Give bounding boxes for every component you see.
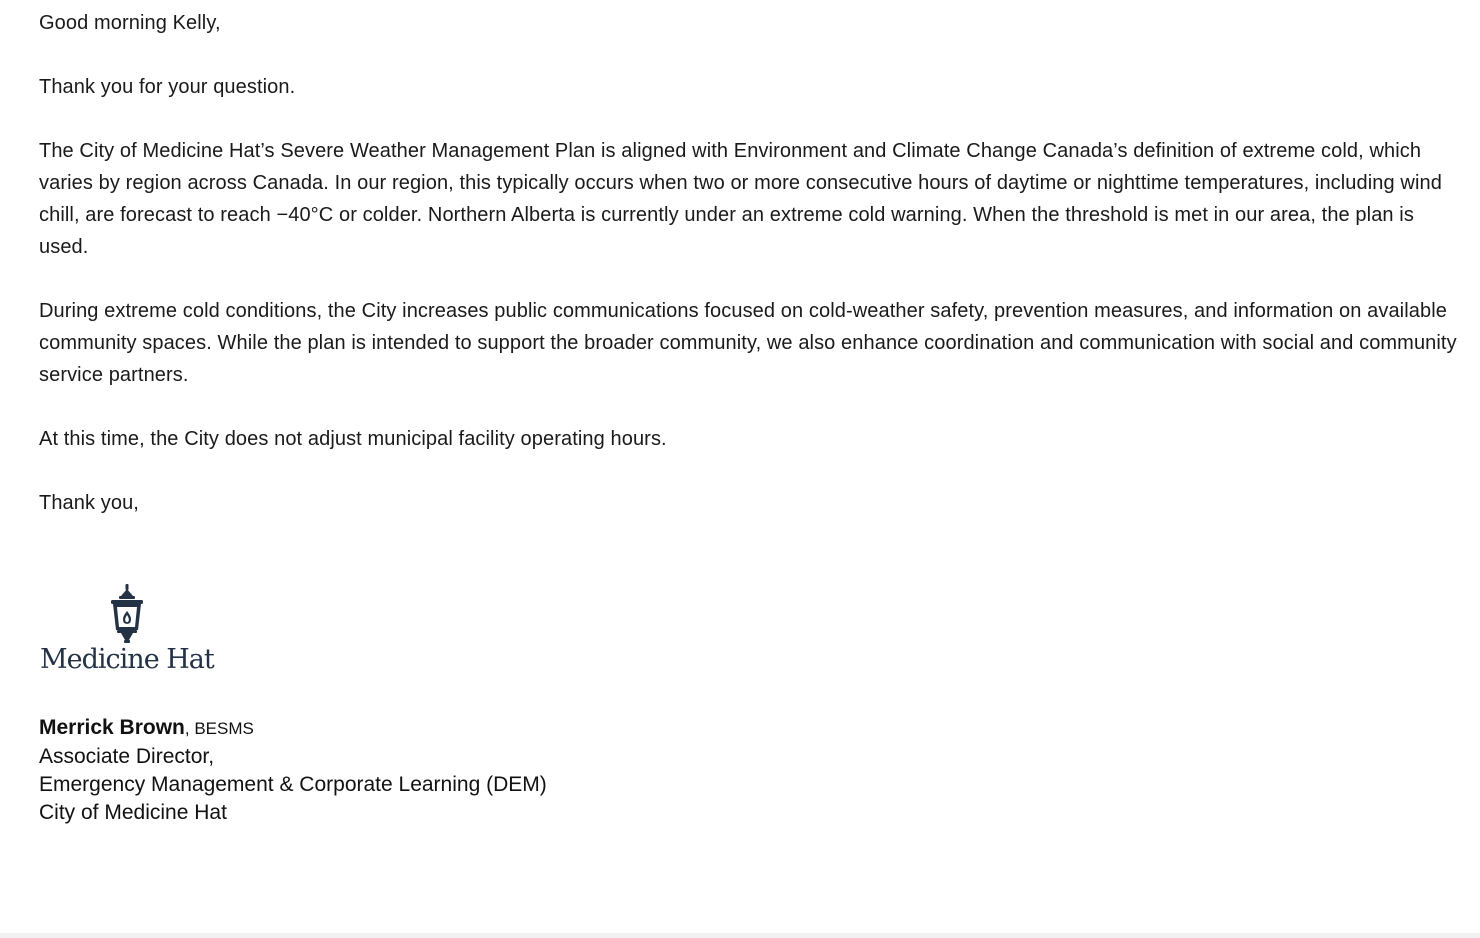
- closing: Thank you,: [39, 492, 139, 514]
- paragraph-conditions: During extreme cold conditions, the City increases public communications focused on cold-weather safety, prevention measures, and information on available community spaces. While the plan is intended to support the broader community, we also enhance coordination and communication with social and community service partners.: [39, 300, 1457, 386]
- paragraph-plan: The City of Medicine Hat’s Severe Weather Management Plan is aligned with Environment and Climate Change Canada’s definition of extreme cold, which varies by region across Canada. In our region, this typically occurs when two or more consecutive hours of daytime or nighttime temperatures, including wind chill, are forecast to reach −40°C or colder. Northern Alberta is currently under an extreme cold warning. When the threshold is met in our area, the plan is used.: [39, 140, 1442, 258]
- bottom-divider: [0, 933, 1480, 938]
- logo-wordmark: Medicine Hat: [40, 644, 214, 675]
- signature-title: Associate Director,: [39, 745, 215, 768]
- email-signature: [39, 714, 547, 827]
- signature-department: Emergency Management & Corporate Learning (DEM): [39, 773, 547, 796]
- signature-organization: City of Medicine Hat: [39, 801, 227, 824]
- paragraph-thanks: Thank you for your question.: [39, 76, 296, 98]
- signature-credentials: , BESMS: [184, 719, 254, 738]
- email-body: [39, 7, 1464, 551]
- signature-name-line: [39, 714, 547, 743]
- medicine-hat-logo: [40, 584, 220, 679]
- signature-name: Merrick Brown: [39, 716, 185, 739]
- paragraph-facility-hours: At this time, the City does not adjust municipal facility operating hours.: [39, 428, 667, 450]
- lantern-icon: [109, 584, 145, 644]
- greeting: Good morning Kelly,: [39, 12, 221, 34]
